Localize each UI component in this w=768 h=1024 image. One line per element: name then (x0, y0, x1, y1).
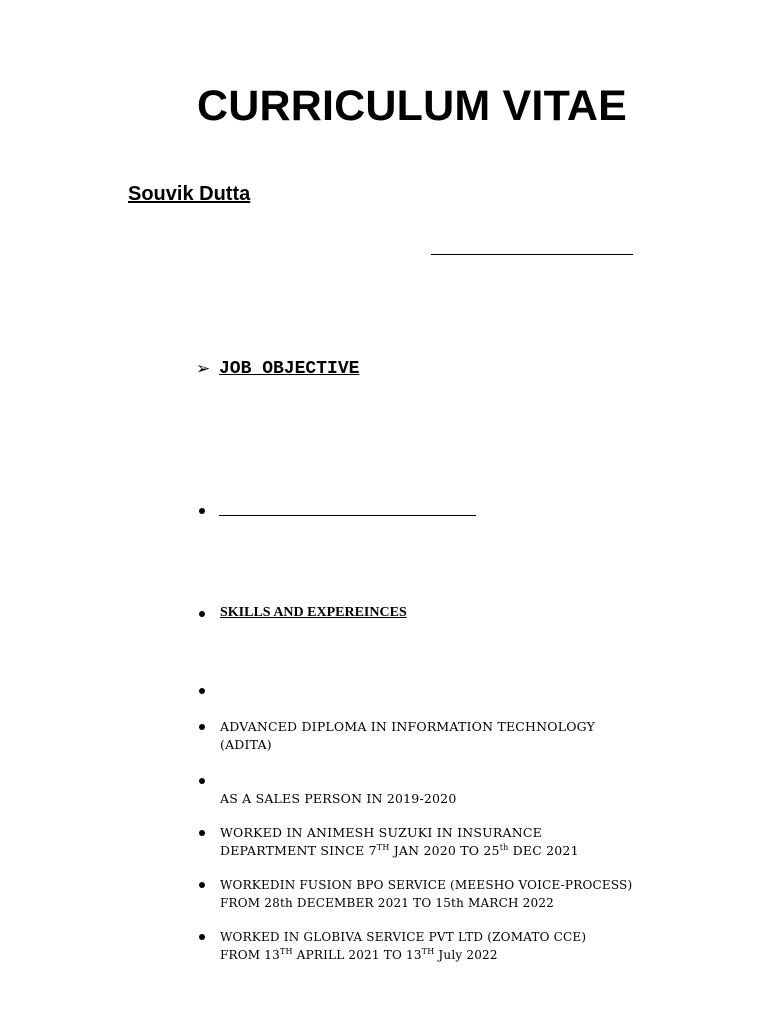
skills-heading: SKILLS AND EXPEREINCES (220, 605, 407, 620)
list-item (220, 876, 632, 912)
arrow-bullet-icon: ➢ (196, 359, 211, 379)
list-item (220, 790, 456, 808)
diploma-line-1: ADVANCED DIPLOMA IN INFORMATION TECHNOLOGY (220, 719, 596, 734)
bullet-dot-icon (199, 778, 205, 784)
job-objective-heading: JOB OBJECTIVE (219, 359, 360, 379)
list-item (220, 718, 595, 754)
bullet-dot-icon (199, 508, 205, 514)
bullet-dot-icon (199, 934, 205, 940)
diploma-line-2: (ADITA) (220, 737, 272, 752)
bullet-dot-icon (199, 611, 205, 617)
suzuki-line-1: WORKED IN ANIMESH SUZUKI IN INSURANCE (220, 825, 542, 840)
list-item (220, 824, 579, 860)
fusion-line-1: WORKEDIN FUSION BPO SERVICE (MEESHO VOICE-PROCESS) (220, 878, 633, 892)
blank-underline (219, 515, 476, 516)
bullet-dot-icon (199, 724, 205, 730)
bullet-dot-icon (199, 882, 205, 888)
suzuki-line-2: DEPARTMENT SINCE 7TH JAN 2020 TO 25th DEC 2021 (220, 842, 579, 858)
bullet-dot-icon (199, 688, 205, 694)
candidate-name: Souvik Dutta (128, 183, 251, 205)
fusion-line-2: FROM 28th DECEMBER 2021 TO 15th MARCH 2022 (220, 896, 555, 910)
sales-line: AS A SALES PERSON IN 2019-2020 (220, 791, 457, 806)
bullet-dot-icon (199, 830, 205, 836)
globiva-line-1: WORKED IN GLOBIVA SERVICE PVT LTD (ZOMATO CCE) (220, 930, 587, 944)
list-item (220, 928, 586, 964)
globiva-line-2: FROM 13TH APRILL 2021 TO 13TH July 2022 (220, 947, 498, 962)
blank-underline (431, 254, 633, 255)
document-title: CURRICULUM VITAE (197, 82, 627, 130)
